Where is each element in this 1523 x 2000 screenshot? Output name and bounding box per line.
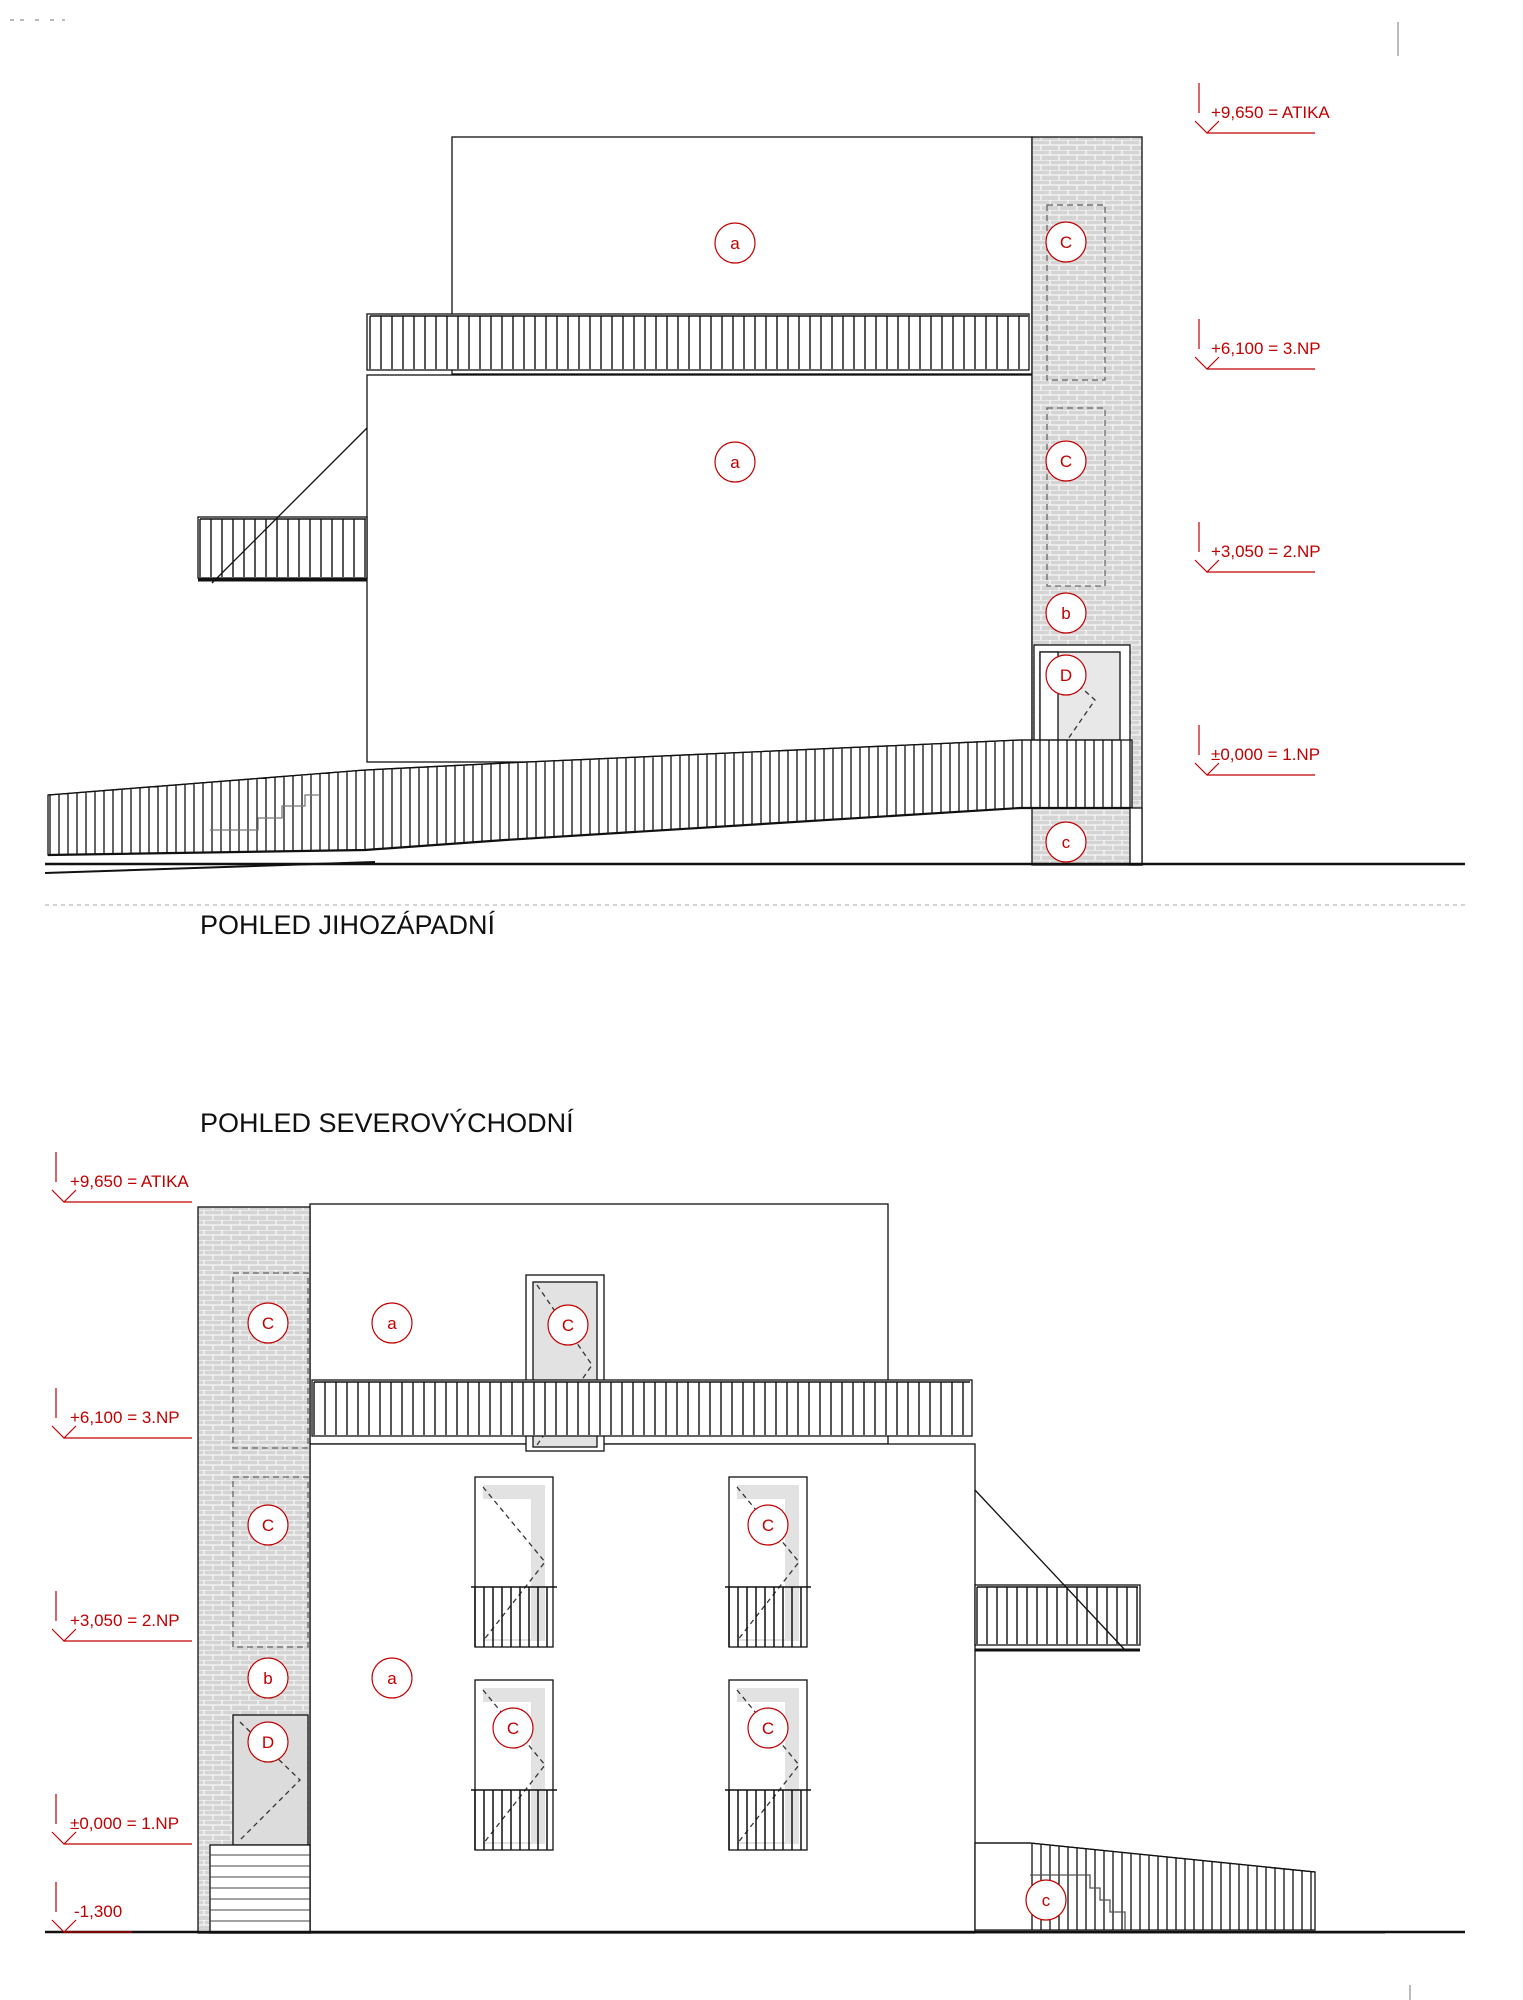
level-marker [1195,83,1330,133]
svg-text:C: C [761,1516,775,1535]
svg-text:b: b [263,1669,273,1688]
material-tag [748,1708,788,1748]
svg-text:a: a [730,453,740,472]
level-label: ±0,000 = 1.NP [1211,745,1321,764]
elevation-southwest [45,137,1465,905]
level-marker [52,1591,192,1641]
svg-text:c: c [1041,1891,1051,1910]
level-marker [1195,725,1320,775]
level-label: +6,100 = 3.NP [1211,339,1321,358]
material-tag [1046,822,1086,862]
svg-text:c: c [1061,833,1071,852]
svg-text:a: a [387,1314,397,1333]
material-tag [715,223,755,263]
material-tag [748,1505,788,1545]
material-tag [493,1708,533,1748]
material-tag [1046,655,1086,695]
material-tag [248,1303,288,1343]
svg-text:C: C [506,1719,520,1738]
svg-text:a: a [730,234,740,253]
material-tag [1046,222,1086,262]
svg-text:C: C [761,1719,775,1738]
svg-text:D: D [261,1733,275,1752]
material-tag [548,1305,588,1345]
material-tag [372,1303,412,1343]
material-tag [1046,441,1086,481]
material-tag [715,442,755,482]
material-tag [248,1722,288,1762]
svg-text:C: C [261,1516,275,1535]
level-label: +9,650 = ATIKA [70,1172,189,1191]
level-label: +3,050 = 2.NP [70,1611,180,1630]
material-tag [248,1658,288,1698]
level-marker [52,1794,192,1844]
svg-text:C: C [561,1316,575,1335]
level-label: +9,650 = ATIKA [1211,103,1330,122]
level-label: -1,300 [74,1902,123,1921]
level-marker [52,1882,132,1932]
svg-text:a: a [387,1669,397,1688]
svg-text:C: C [1059,233,1073,252]
level-label: +3,050 = 2.NP [1211,542,1321,561]
material-tag [1026,1880,1066,1920]
svg-text:C: C [1059,452,1073,471]
material-tag [372,1658,412,1698]
view-title-southwest: POHLED JIHOZÁPADNÍ [200,910,496,940]
svg-text:b: b [1061,604,1071,623]
svg-text:D: D [1059,666,1073,685]
level-markers-northeast [52,1152,192,1932]
level-label: +6,100 = 3.NP [70,1408,180,1427]
level-marker [1195,522,1321,572]
material-tag [248,1505,288,1545]
material-tag [1046,593,1086,633]
svg-text:C: C [261,1314,275,1333]
level-marker [52,1152,192,1202]
level-marker [1195,319,1321,369]
level-label: ±0,000 = 1.NP [70,1814,180,1833]
view-title-northeast: POHLED SEVEROVÝCHODNÍ [200,1108,574,1138]
level-markers-southwest [1195,83,1330,775]
level-marker [52,1388,192,1438]
